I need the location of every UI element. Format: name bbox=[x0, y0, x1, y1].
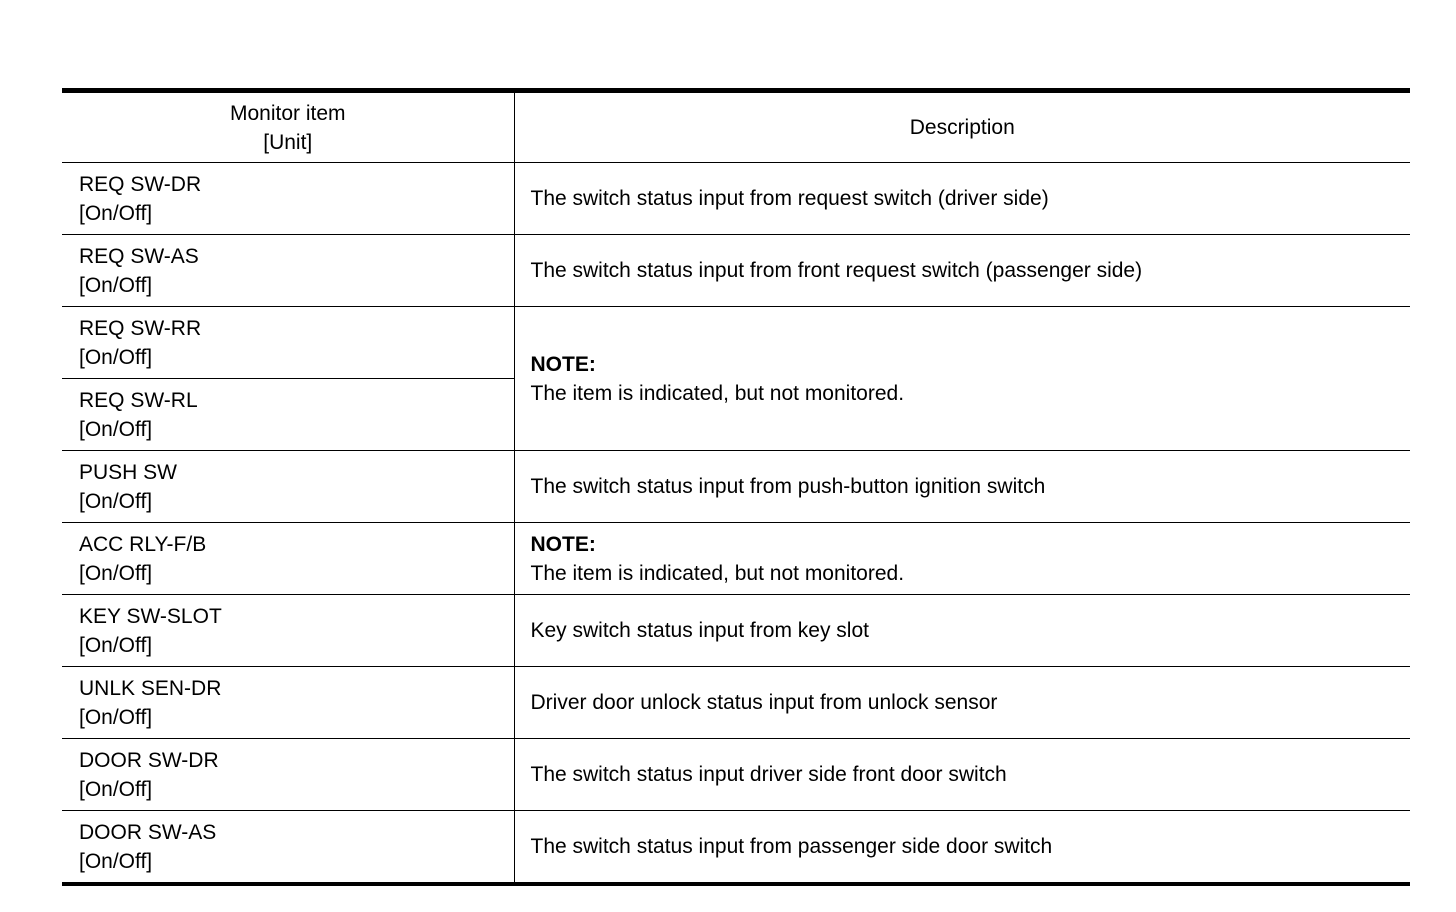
monitor-item-name: DOOR SW-AS bbox=[79, 820, 217, 844]
table-row bbox=[62, 235, 1410, 307]
description-cell: Key switch status input from key slot bbox=[514, 595, 1410, 667]
description-cell: The switch status input from passenger side door switch bbox=[530, 835, 1053, 858]
note-text: The item is indicated, but not monitored. bbox=[530, 381, 905, 405]
description-cell: The switch status input from front request switch (passenger side) bbox=[514, 235, 1410, 307]
monitor-item-unit: [On/Off] bbox=[79, 273, 153, 297]
monitor-item-unit: [On/Off] bbox=[79, 417, 153, 441]
monitor-item-cell bbox=[62, 235, 514, 307]
monitor-item-cell bbox=[62, 451, 514, 523]
monitor-item-cell bbox=[62, 595, 514, 667]
monitor-item-cell bbox=[62, 163, 514, 235]
monitor-item-unit: [On/Off] bbox=[79, 633, 153, 657]
monitor-item-name: UNLK SEN-DR bbox=[79, 676, 222, 700]
note-cell bbox=[514, 523, 1410, 595]
monitor-item-name: DOOR SW-DR bbox=[79, 748, 219, 772]
monitor-item-header bbox=[62, 91, 514, 163]
note-label: NOTE: bbox=[530, 532, 596, 556]
monitor-item-unit: [On/Off] bbox=[79, 489, 153, 513]
table-row bbox=[62, 739, 1410, 811]
monitor-item-unit: [On/Off] bbox=[79, 561, 153, 585]
table-row bbox=[62, 595, 1410, 667]
table-row bbox=[62, 667, 1410, 739]
table-row bbox=[62, 811, 1410, 885]
description-cell: Driver door unlock status input from unlock sensor bbox=[514, 667, 1410, 739]
monitor-item-name: KEY SW-SLOT bbox=[79, 604, 222, 628]
monitor-item-cell bbox=[62, 739, 514, 811]
monitor-item-name: PUSH SW bbox=[79, 460, 178, 484]
monitor-item-unit: [On/Off] bbox=[79, 705, 153, 729]
monitor-item-name: REQ SW-RR bbox=[79, 316, 202, 340]
monitor-item-unit: [On/Off] bbox=[79, 777, 153, 801]
monitor-item-name: REQ SW-RL bbox=[79, 388, 198, 412]
table-row bbox=[62, 163, 1410, 235]
monitor-item-unit: [On/Off] bbox=[79, 345, 153, 369]
table-row bbox=[62, 451, 1410, 523]
note-label: NOTE: bbox=[530, 352, 596, 376]
monitor-item-table bbox=[62, 88, 1410, 886]
table-row bbox=[62, 523, 1410, 595]
monitor-item-cell bbox=[62, 523, 514, 595]
description-header: Description bbox=[514, 91, 1410, 163]
monitor-item-cell bbox=[62, 379, 514, 451]
monitor-item-name: REQ SW-AS bbox=[79, 244, 199, 268]
header-row bbox=[62, 91, 1410, 163]
description-cell: The switch status input driver side front door switch bbox=[514, 739, 1410, 811]
monitor-item-cell bbox=[62, 307, 514, 379]
note-text: The item is indicated, but not monitored. bbox=[530, 561, 905, 585]
monitor-item-unit: [On/Off] bbox=[79, 201, 153, 225]
monitor-item-cell bbox=[62, 667, 514, 739]
table-row bbox=[62, 307, 1410, 379]
note-cell bbox=[514, 307, 1410, 451]
monitor-item-header-label: Monitor item bbox=[229, 101, 346, 125]
monitor-item-unit: [On/Off] bbox=[79, 849, 153, 873]
monitor-item-name: ACC RLY-F/B bbox=[79, 532, 207, 556]
description-cell: The switch status input from request switch (driver side) bbox=[514, 163, 1410, 235]
monitor-item-header-unit: [Unit] bbox=[263, 130, 313, 154]
description-cell: The switch status input from push-button ignition switch bbox=[514, 451, 1410, 523]
monitor-item-cell bbox=[62, 811, 514, 885]
monitor-item-name: REQ SW-DR bbox=[79, 172, 202, 196]
